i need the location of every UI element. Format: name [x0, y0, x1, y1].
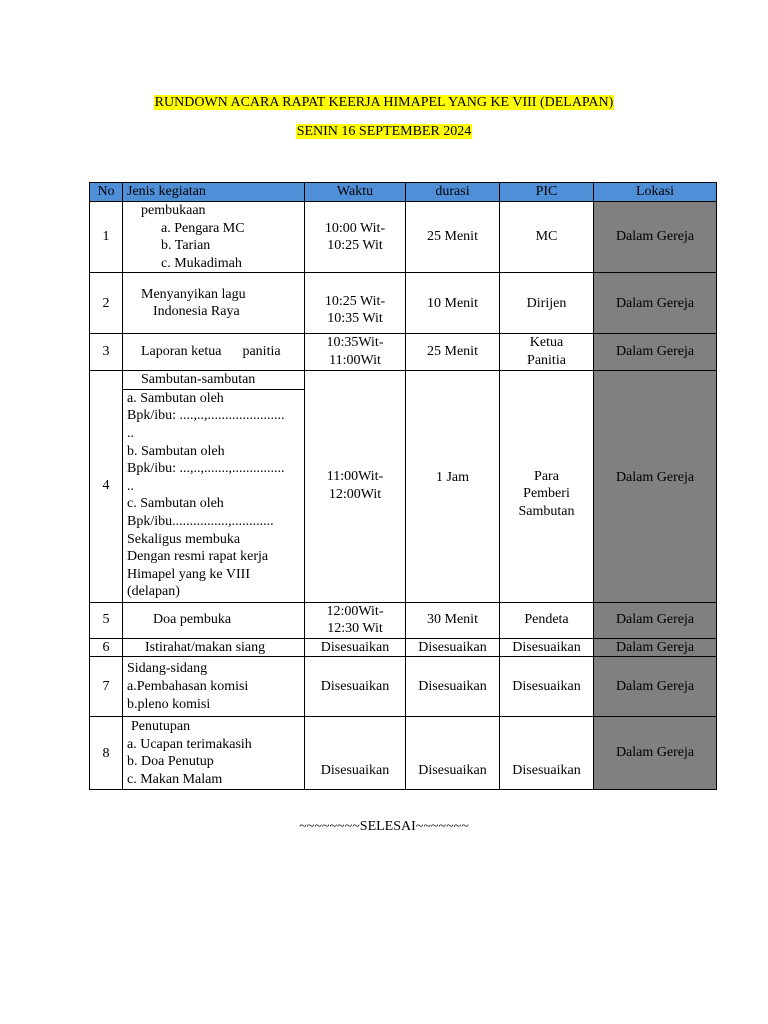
time-line: 10:25 Wit — [327, 238, 383, 254]
location-text: Dalam Gereja — [615, 469, 695, 485]
activity-line: Menyanyikan lagu — [141, 286, 246, 302]
time-line: 11:00Wit- — [326, 469, 384, 485]
document-date — [0, 123, 768, 140]
time-line: 12:00Wit — [328, 487, 382, 503]
activity-line: Sambutan-sambutan — [123, 371, 304, 390]
duration-cell — [406, 717, 500, 790]
header-no: No — [90, 183, 123, 202]
table-row — [90, 370, 717, 602]
activity-line: Indonesia Raya — [153, 304, 240, 320]
activity-line: Bpk/ibu: ...,..,.......,............... — [127, 461, 285, 477]
header-lokasi: Lokasi — [594, 183, 717, 202]
pic-cell — [500, 717, 594, 790]
activity-line: a. Ucapan terimakasih — [127, 736, 252, 752]
time-line: 11:00Wit — [329, 352, 381, 368]
pic-line: Disesuaikan — [512, 762, 581, 778]
activity-line: Dengan resmi rapat kerja — [127, 549, 269, 565]
table-row — [90, 602, 717, 638]
document-footer: ~~~~~~~~SELESAI~~~~~~~ — [299, 819, 469, 834]
rundown-table — [89, 182, 717, 790]
time-line: Disesuaikan — [320, 679, 390, 695]
activity-cell — [123, 202, 305, 273]
header-jenis-kegiatan: Jenis kegiatan — [123, 183, 305, 202]
duration-cell: 25 Menit — [406, 334, 500, 370]
pic-cell — [500, 334, 594, 370]
pic-cell — [500, 657, 594, 717]
activity-line: Himapel yang ke VIII — [127, 566, 250, 582]
activity-cell — [123, 273, 305, 334]
activity-line: b. Sambutan oleh — [127, 443, 225, 459]
location-cell — [594, 717, 717, 790]
activity-line: .. — [127, 478, 134, 494]
activity-line: (delapan) — [127, 584, 180, 600]
location-cell: Dalam Gereja — [594, 638, 717, 657]
pic-line: Panitia — [527, 352, 566, 368]
time-cell — [305, 638, 406, 657]
duration-cell: Disesuaikan — [406, 638, 500, 657]
activity-line: Penutupan — [131, 719, 191, 735]
activity-line: b. Doa Penutup — [127, 754, 214, 770]
activity-cell — [123, 717, 305, 790]
activity-cell — [123, 638, 305, 657]
location-cell: Dalam Gereja — [594, 602, 717, 638]
pic-line: Para — [534, 468, 559, 484]
activity-line: Istirahat/makan siang — [145, 639, 266, 655]
pic-line: Sambutan — [518, 503, 575, 519]
pic-cell — [500, 202, 594, 273]
time-line: 10:00 Wit- — [324, 220, 386, 236]
table-row — [90, 638, 717, 657]
pic-cell — [500, 638, 594, 657]
time-line: 10:25 Wit- — [324, 293, 386, 309]
time-cell — [305, 657, 406, 717]
table-row — [90, 334, 717, 370]
row-number: 3 — [90, 334, 123, 370]
location-cell: Dalam Gereja — [594, 273, 717, 334]
duration-cell — [406, 370, 500, 602]
row-number: 7 — [90, 657, 123, 717]
time-line: 12:00Wit- — [326, 603, 384, 619]
time-line: Disesuaikan — [320, 639, 390, 655]
time-cell — [305, 370, 406, 602]
row-number: 4 — [90, 370, 123, 602]
activity-line: c. Sambutan oleh — [127, 496, 224, 512]
table-row — [90, 717, 717, 790]
time-line: 10:35Wit- — [326, 335, 384, 351]
table-row — [90, 273, 717, 334]
pic-cell — [500, 602, 594, 638]
activity-cell — [123, 602, 305, 638]
time-cell — [305, 602, 406, 638]
time-line: 10:35 Wit — [327, 311, 383, 327]
activity-cell — [123, 334, 305, 370]
duration-cell: 30 Menit — [406, 602, 500, 638]
activity-line: a. Sambutan oleh — [127, 390, 224, 406]
location-cell — [594, 370, 717, 602]
activity-line: Bpk/ibu................,............ — [127, 513, 274, 529]
header-durasi: durasi — [406, 183, 500, 202]
activity-line: b. Tarian — [161, 238, 211, 254]
pic-cell — [500, 370, 594, 602]
pic-line: Ketua — [529, 335, 564, 351]
duration-cell: 25 Menit — [406, 202, 500, 273]
location-cell: Dalam Gereja — [594, 657, 717, 717]
row-number: 5 — [90, 602, 123, 638]
time-cell — [305, 273, 406, 334]
document-date-text: SENIN 16 SEPTEMBER 2024 — [296, 124, 472, 139]
row-number: 2 — [90, 273, 123, 334]
activity-line: pembukaan — [141, 203, 206, 218]
table-header-row — [90, 183, 717, 202]
location-cell: Dalam Gereja — [594, 202, 717, 273]
time-line: Disesuaikan — [320, 762, 390, 778]
pic-line: Pendeta — [524, 612, 569, 628]
activity-line: c. Mukadimah — [161, 255, 242, 271]
row-number: 1 — [90, 202, 123, 273]
location-cell: Dalam Gereja — [594, 334, 717, 370]
pic-line: Dirijen — [526, 295, 567, 311]
pic-line: Pemberi — [523, 486, 570, 502]
activity-line: Bpk/ibu: ....,..,...................... — [127, 408, 285, 424]
header-waktu: Waktu — [305, 183, 406, 202]
time-cell — [305, 717, 406, 790]
table-row — [90, 202, 717, 273]
activity-line: a. Pengara MC — [161, 220, 245, 236]
activity-line: Sekaligus membuka — [127, 531, 241, 547]
document-title-text: RUNDOWN ACARA RAPAT KEERJA HIMAPEL YANG KE VIII (DELAPAN) — [154, 95, 614, 110]
duration-cell: Disesuaikan — [406, 657, 500, 717]
header-pic: PIC — [500, 183, 594, 202]
activity-line: b.pleno komisi — [127, 696, 211, 712]
time-line: 12:30 Wit — [327, 621, 383, 637]
activity-line: Sidang-sidang — [127, 661, 208, 677]
activity-cell — [123, 657, 305, 717]
table-row — [90, 657, 717, 717]
time-cell — [305, 202, 406, 273]
activity-cell — [123, 370, 305, 602]
row-number: 6 — [90, 638, 123, 657]
document-title — [0, 94, 768, 111]
pic-line: MC — [535, 229, 558, 245]
activity-line: c. Makan Malam — [127, 771, 223, 787]
row-number: 8 — [90, 717, 123, 790]
activity-line: Doa pembuka — [153, 612, 232, 628]
activity-line: Laporan ketua panitia — [141, 344, 281, 360]
pic-line: Disesuaikan — [512, 679, 581, 695]
duration-text: Disesuaikan — [418, 762, 487, 778]
duration-text: 1 Jam — [435, 469, 470, 485]
pic-line: Disesuaikan — [512, 639, 581, 655]
time-cell — [305, 334, 406, 370]
activity-line: .. — [127, 425, 134, 441]
location-text: Dalam Gereja — [615, 744, 695, 760]
activity-line: a.Pembahasan komisi — [127, 679, 249, 695]
pic-cell — [500, 273, 594, 334]
duration-cell: 10 Menit — [406, 273, 500, 334]
